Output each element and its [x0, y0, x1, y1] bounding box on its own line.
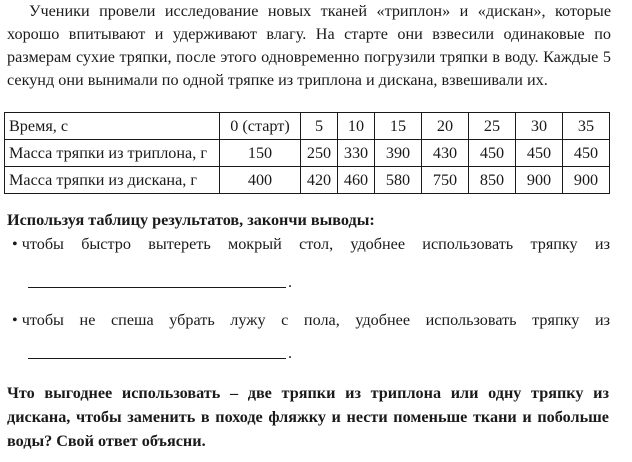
word: спеша [110, 311, 154, 329]
time-cell: 10 [338, 113, 375, 140]
answer-end-period: . [288, 273, 293, 291]
answer-line[interactable] [28, 287, 286, 288]
value-cell: 850 [469, 167, 516, 194]
value-cell: 450 [469, 140, 516, 167]
time-cell: 25 [469, 113, 516, 140]
value-cell: 900 [516, 167, 563, 194]
word: удобнее [355, 311, 411, 329]
value-cell: 150 [220, 140, 301, 167]
time-cell: 30 [516, 113, 563, 140]
value-cell: 390 [375, 140, 422, 167]
value-cell: 750 [422, 167, 469, 194]
task-title: Используя таблицу результатов, закончи выводы: [7, 211, 375, 229]
value-cell: 460 [338, 167, 375, 194]
word: удобнее [350, 235, 406, 253]
row-label-cell: Масса тряпки из триплона, г [5, 140, 220, 167]
word: убрать [169, 311, 215, 329]
time-cell: 35 [563, 113, 610, 140]
word: тряпку [532, 311, 580, 329]
word: тряпку [530, 235, 578, 253]
value-cell: 330 [338, 140, 375, 167]
value-cell: 580 [375, 167, 422, 194]
answer-line[interactable] [28, 358, 286, 359]
value-cell: 900 [563, 167, 610, 194]
results-table [4, 112, 610, 194]
value-cell: 250 [301, 140, 338, 167]
word: лужу [230, 311, 266, 329]
word: с [281, 311, 289, 329]
word: вытереть [148, 235, 211, 253]
word: быстро [81, 235, 131, 253]
row-label-cell: Масса тряпки из дискана, г [5, 167, 220, 194]
word: из [594, 235, 610, 253]
table-row [5, 167, 610, 194]
time-cell: 15 [375, 113, 422, 140]
table-row [5, 140, 610, 167]
bullet-item [12, 234, 610, 254]
value-cell: 450 [563, 140, 610, 167]
value-cell: 430 [422, 140, 469, 167]
word: из [594, 311, 610, 329]
word: пола, [303, 311, 340, 329]
time-cell: 20 [422, 113, 469, 140]
question-paragraph: Что выгоднее использовать – две тряпки из триплона или одну тряпку из дискана, чтобы заменить в походе фляжку и нести поменьше ткани и побольше воды? Свой ответ объясни. [7, 384, 609, 450]
value-cell: 400 [220, 167, 301, 194]
bullet-marker: • чтобы [12, 311, 64, 329]
word: использовать [422, 235, 514, 253]
word: мокрый [227, 235, 282, 253]
bullet-marker: • чтобы [12, 235, 64, 253]
value-cell: 450 [516, 140, 563, 167]
word: стол, [299, 235, 334, 253]
answer-end-period: . [288, 344, 293, 362]
header-label-cell: Время, с [5, 113, 220, 140]
word: использовать [425, 311, 517, 329]
bullet-item [12, 310, 610, 330]
table-row [5, 113, 610, 140]
intro-paragraph: Ученики провели исследование новых тканей «триплон» и «дискан», которые хорошо впитывают и удерживают влагу. На старте они взвесили одинаковые по размерам сухие тряпки, после этого одновременно погрузили тряпки в воду. Каждые 5 секунд они вынимали по одной тряпке из триплона и дискана, взвешивали их. [7, 2, 611, 89]
time-cell: 5 [301, 113, 338, 140]
time-cell: 0 (старт) [220, 113, 301, 140]
word: не [79, 311, 96, 329]
value-cell: 420 [301, 167, 338, 194]
